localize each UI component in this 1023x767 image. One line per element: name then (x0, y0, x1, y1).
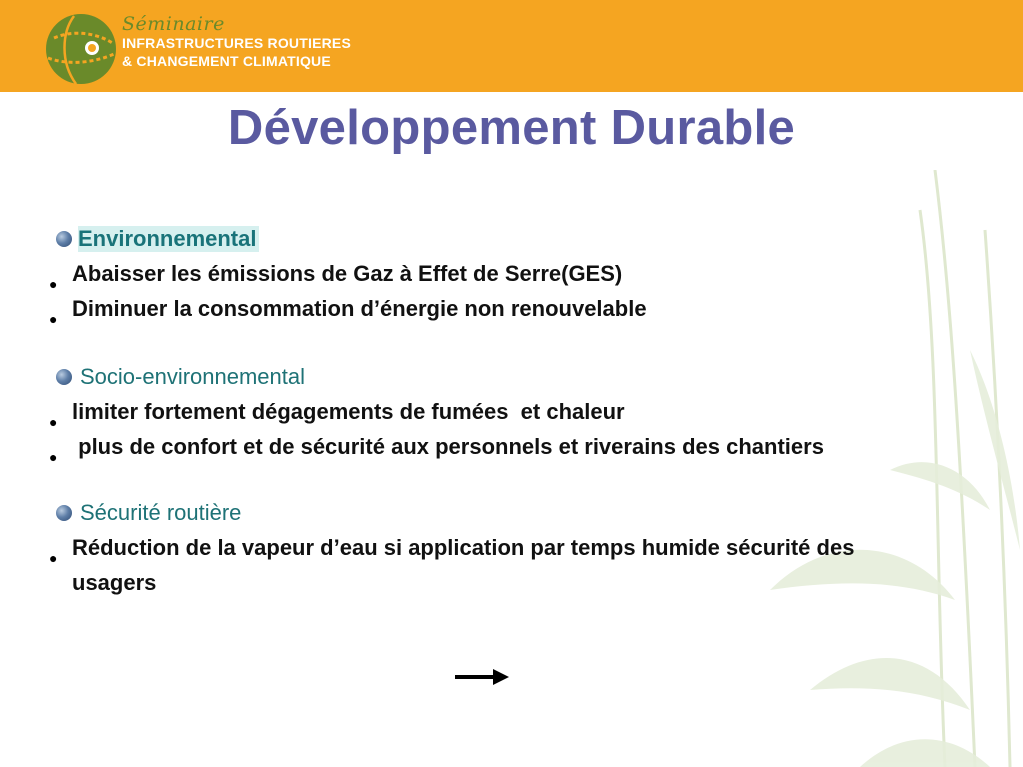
list-item-text: limiter fortement dégagements de fumées et chaleur (72, 399, 625, 424)
bullet-dot-icon: ● (49, 449, 58, 465)
list-item-text: Abaisser les émissions de Gaz à Effet de Serre(GES) (72, 261, 623, 286)
bullet-dot-icon: ● (49, 311, 58, 327)
slide-title: Développement Durable (227, 101, 796, 155)
header-banner (0, 0, 1023, 92)
brand-script-title: Séminaire (122, 13, 225, 35)
list-item-text: Diminuer la consommation d’énergie non renouvelable (72, 296, 647, 321)
sphere-bullet-icon (56, 231, 72, 247)
right-arrow-icon (455, 668, 509, 686)
brand-line-2: & CHANGEMENT CLIMATIQUE (122, 53, 331, 69)
section-heading-socio-environnemental (48, 360, 928, 394)
bullet-dot-icon: ● (49, 276, 58, 292)
globe-logo-icon (44, 10, 116, 88)
list-item (48, 530, 922, 600)
list-item (48, 291, 928, 326)
list-item-text: Réduction de la vapeur d’eau si application par temps humide sécurité des usagers (72, 535, 855, 595)
slide-content (48, 222, 928, 600)
list-item (48, 394, 928, 429)
bullet-dot-icon: ● (49, 414, 58, 430)
brand-line-1: INFRASTRUCTURES ROUTIERES (122, 35, 352, 51)
section-heading-environnemental (48, 222, 928, 256)
section-heading-label: Environnemental (78, 226, 259, 252)
list-item (48, 429, 928, 464)
sphere-bullet-icon (56, 505, 72, 521)
seminar-branding (122, 14, 351, 70)
section-heading-securite-routiere (48, 496, 928, 530)
sphere-bullet-icon (56, 369, 72, 385)
bullet-dot-icon: ● (49, 550, 58, 566)
list-item-text: plus de confort et de sécurité aux personnels et riverains des chantiers (72, 434, 824, 459)
section-heading-label: Socio-environnemental (80, 364, 306, 389)
list-item (48, 256, 928, 291)
section-heading-label: Sécurité routière (80, 500, 242, 525)
